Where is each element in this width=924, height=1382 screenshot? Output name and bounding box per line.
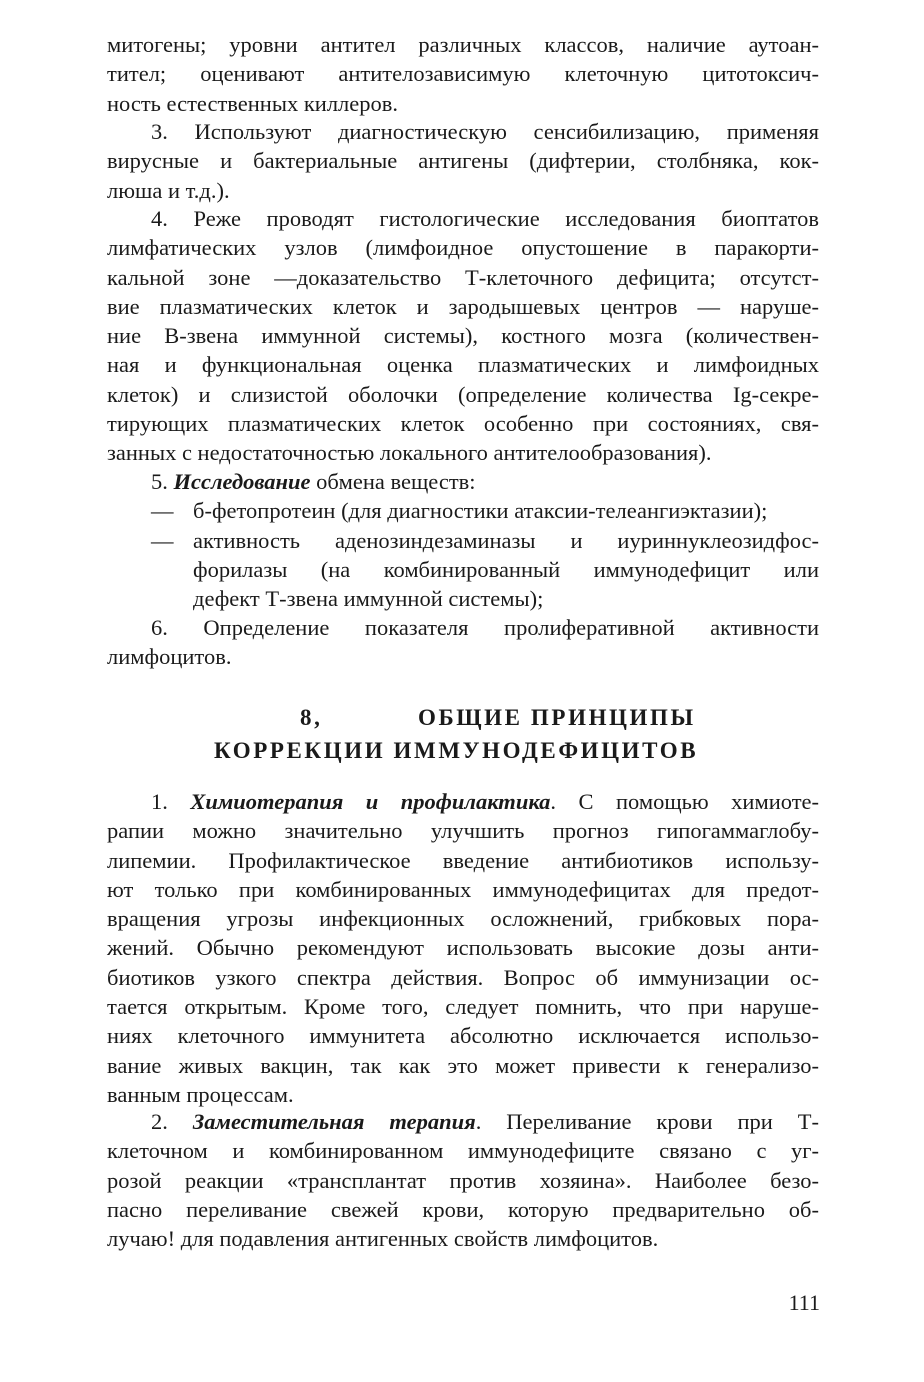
text-line: ная и функциональная оценка плазматических и лимфоидных bbox=[107, 352, 819, 378]
section-heading bbox=[107, 705, 819, 737]
text-line: клеточном и комбинированном иммунодефиците связано с уг- bbox=[107, 1138, 819, 1164]
item5-heading bbox=[107, 467, 819, 496]
bullet-text: активность аденозиндезаминазы и иуриннуклеозидфос- bbox=[193, 527, 819, 553]
item5-rest: обмена веществ: bbox=[310, 469, 476, 494]
p2-prefix: 2. bbox=[151, 1109, 193, 1134]
text-line: лимфатических узлов (лимфоидное опустошение в паракорти- bbox=[107, 235, 819, 261]
text-line: люша и т.д.). bbox=[107, 177, 230, 203]
emphasis-term: Химиотерапия и профилактика bbox=[190, 789, 551, 814]
text-line: 6. Определение показателя пролиферативной активности bbox=[151, 615, 819, 640]
text-line: 4. Реже проводят гистологические исследования биоптатов bbox=[151, 206, 819, 231]
dash-marker: — bbox=[151, 498, 174, 524]
dash-marker: — bbox=[151, 527, 174, 553]
text-line: митогены; уровни антител различных классов, наличие аутоан- bbox=[107, 32, 819, 57]
text-line: тается открытым. Кроме того, следует помнить, что при наруше- bbox=[107, 994, 819, 1020]
text-line: вание живых вакцин, так как это может привести к генерализо- bbox=[107, 1052, 819, 1078]
text-line: вращения угрозы инфекционных осложнений, грибковых пора- bbox=[107, 906, 819, 932]
bullet-text: форилазы (на комбинированный иммунодефицит или bbox=[193, 556, 819, 582]
text-line: липемии. Профилактическое введение антибиотиков использу- bbox=[107, 847, 819, 873]
list-item-5 bbox=[107, 467, 819, 613]
bullet-item bbox=[107, 526, 819, 555]
text-line: ют только при комбинированных иммунодефицитах для предот- bbox=[107, 876, 819, 902]
p1-prefix: 1. bbox=[151, 789, 191, 814]
text-line: ние В-звена иммунной системы), костного мозга (количествен- bbox=[107, 323, 819, 349]
paragraph-1 bbox=[107, 787, 819, 1109]
page-number: 111 bbox=[788, 1290, 820, 1315]
text-line: ность естественных киллеров. bbox=[107, 90, 399, 116]
text-line: вирусные и бактериальные антигены (дифтерии, столбняка, кок- bbox=[107, 148, 819, 174]
text-line: биотиков узкого спектра действия. Вопрос об иммунизации ос- bbox=[107, 964, 819, 990]
text-line: лимфоцитов. bbox=[107, 644, 232, 670]
text-line: кальной зоне —доказательство Т-клеточного дефицита; отсутст- bbox=[107, 264, 819, 290]
p1-first-rest: . С помощью химиоте- bbox=[550, 789, 820, 814]
text-line: розой реакции «трансплантат против хозяина». Наиболее безо- bbox=[107, 1167, 819, 1193]
section-title-line1: ОБЩИЕ ПРИНЦИПЫ bbox=[418, 705, 696, 730]
text-line: жений. Обычно рекомендуют использовать высокие дозы анти- bbox=[107, 935, 819, 961]
paragraph-first-line bbox=[107, 787, 819, 816]
text-line: лучаю! для подавления антигенных свойств лимфоцитов. bbox=[107, 1226, 659, 1252]
list-item-4 bbox=[107, 204, 819, 468]
paragraph-first-line bbox=[107, 1107, 819, 1136]
text-line: занных с недостаточностью локального антителообразования). bbox=[107, 440, 712, 466]
text-line: 3. Используют диагностическую сенсибилизацию, применяя bbox=[151, 119, 819, 144]
emphasis-term: Исследование bbox=[173, 469, 311, 494]
bullet-text: б-фетопротеин (для диагностики атаксии-телеангиэктазии); bbox=[193, 498, 768, 524]
text-line: пасно переливание свежей крови, которую предварительно об- bbox=[107, 1196, 819, 1222]
bullet-text: дефект Т-звена иммунной системы); bbox=[193, 586, 544, 612]
list-item-3 bbox=[107, 117, 819, 205]
text-line: ванным процессам. bbox=[107, 1081, 294, 1107]
text-line: тител; оценивают антителозависимую клеточную цитотоксич- bbox=[107, 61, 819, 87]
section-title-line2: КОРРЕКЦИИ ИММУНОДЕФИЦИТОВ bbox=[214, 738, 699, 763]
p2-first-rest: . Переливание крови при Т- bbox=[475, 1109, 819, 1134]
text-line: тирующих плазматических клеток особенно при состояниях, свя- bbox=[107, 411, 819, 437]
text-line: клеток) и слизистой оболочки (определение количества Ig-секре- bbox=[107, 381, 819, 407]
text-line: рапии можно значительно улучшить прогноз гипогаммаглобу- bbox=[107, 818, 819, 844]
paragraph-2 bbox=[107, 1107, 819, 1253]
paragraph-continuation bbox=[107, 30, 819, 118]
emphasis-term: Заместительная терапия bbox=[192, 1109, 476, 1134]
bullet-item bbox=[107, 496, 819, 525]
item5-prefix: 5. bbox=[151, 469, 174, 494]
text-line: ниях клеточного иммунитета абсолютно исключается использо- bbox=[107, 1023, 819, 1049]
list-item-6 bbox=[107, 613, 819, 672]
text-line: вие плазматических клеток и зародышевых центров — наруше- bbox=[107, 293, 819, 319]
section-number: 8, bbox=[300, 705, 323, 730]
